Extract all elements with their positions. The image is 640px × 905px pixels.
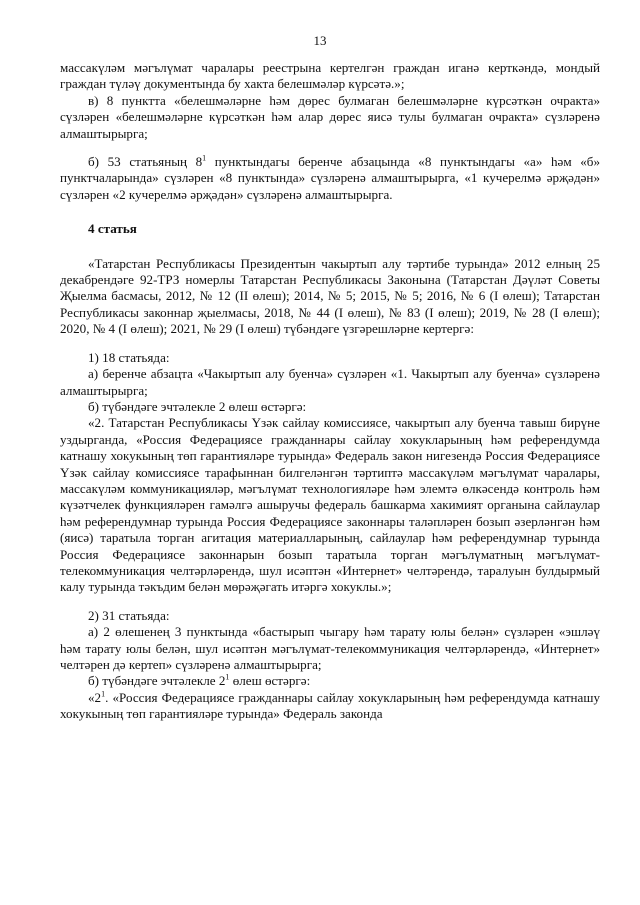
superscript: 1 bbox=[225, 673, 230, 683]
article-intro: «Татарстан Республикасы Президентын чакыртып алу тәртибе турында» 2012 елның 25 декабрендәге 92-ТРЗ номерлы Татарстан Республикасы Законына (Татарстан Дәүләт Советы Җыелма басмасы, 2012, № 12 (II өлеш); 2014, № 5; 2015, № 5; 2016, № 6 (I өлеш); Татарстан Республикасы законнар җыелмасы, 2018, № 44 (I өлеш), № 83 (I өлеш); 2019, № 28 (I өлеш); 2020, № 4 (I өлеш); 2021, № 29 (I өлеш) түбәндәге үзгәрешләрне кертергә: bbox=[60, 255, 600, 337]
section-18-heading: 1) 18 статьяда: bbox=[88, 349, 170, 365]
text-run: б) 53 статьяның 8 bbox=[88, 154, 203, 170]
paragraph-item-v: в) 8 пунктта «белешмәләрне һәм дөрес булмаган белешмәләрне күрсәткән очракта» сүзләрен «белешмәләрне күрсәткән һәм алар дөрес яисә тулы булмаган очракта» сүзләренә алмаштырырга; bbox=[60, 92, 600, 141]
paragraph-continuation: массакүләм мәгълүмат чаралары реестрына кертелгән граждан иганә керткәндә, мондый граждан түләү документында бу хакта белешмәләр күрсәтә.»; bbox=[60, 60, 600, 92]
section-18-item-b: б) түбәндәге эчтәлекле 2 өлеш өстәргә: bbox=[88, 398, 307, 414]
section-31-heading: 2) 31 статьяда: bbox=[88, 607, 170, 623]
document-body bbox=[60, 60, 600, 723]
text-run: пунктындагы беренче абзацында «8 пунктындагы «а» һәм «б» пунктчаларында» сүзләрен «8 пунктында» сүзләренә алмаштырырга, «1 кучерелмә әрҗәдән» сүзләрен «2 кучерелмә әрҗәдән» сүзләренә алмаштырырга. bbox=[60, 154, 600, 202]
superscript: 1 bbox=[202, 153, 207, 163]
text-run: б) түбәндәге эчтәлекле 2 bbox=[88, 673, 226, 689]
section-18-item-a: а) беренче абзацта «Чакыртып алу буенча» сүзләрен «1. Чакыртып алу буенча» сүзләренә алмаштырырга; bbox=[60, 366, 600, 398]
section-31-quote bbox=[60, 690, 600, 723]
superscript: 1 bbox=[101, 689, 106, 699]
paragraph-item-b-article-53 bbox=[60, 154, 600, 203]
text-run: . «Россия Федерациясе гражданнары сайлау хокукларының һәм референдумда катнашу хокукының төп гарантияләре турында» Федераль законда bbox=[60, 689, 600, 722]
page-number: 13 bbox=[313, 33, 327, 48]
section-18-quote: «2. Татарстан Республикасы Үзәк сайлау комиссиясе, чакыртып алу буенча тавыш бирүне уздырганда, «Россия Федерациясе гражданнары сайлау хокукларының һәм референдумда катнашу хокукының төп гарантияләре турында» Федераль закон нигезендә Россия Федерациясе Үзәк сайлау комиссиясе тарафыннан билгеләнгән тәртиптә массакүләм мәгълүмат чаралары, массакүләм коммуникацияләр, мәгълүмат технологияләре һәм элемтә өлкәсендә контроль һәм күзәтчелек функцияләрен гамәлгә ашыручы федераль башкарма хакимият органына сайлаулар һәм референдумнар турында Россия Федерациясе законнары таләпләрен бозып әзерләнгән һәм (яисә) таратыла торган агитация материалларының, сайлаулар һәм референдумнар турында Россия Федерациясе законнарын бозып таратыла торган мәгълүматның мәгълүмат-телекоммуникация челтәрләрендә, шул исәптән «Интернет» челтәрендә, таралуын булдырмый калу турында тәкъдим белән мөрәҗәгать итәргә хокуклы.»; bbox=[60, 415, 600, 595]
article-heading: 4 статья bbox=[88, 221, 137, 237]
section-31-item-a: а) 2 өлешенең 3 пунктында «бастырып чыгару һәм тарату юлы белән» сүзләрен «эшләү һәм тарату юлы белән, шул исәптән мәгълүмат-телекоммуникация челтәрләрендә, «Интернет» челтәрен дә кертеп» сүзләренә алмаштырырга; bbox=[60, 624, 600, 672]
text-run: «2 bbox=[88, 689, 102, 705]
text-run: өлеш өстәргә: bbox=[229, 673, 311, 689]
section-31-item-b bbox=[60, 673, 600, 689]
